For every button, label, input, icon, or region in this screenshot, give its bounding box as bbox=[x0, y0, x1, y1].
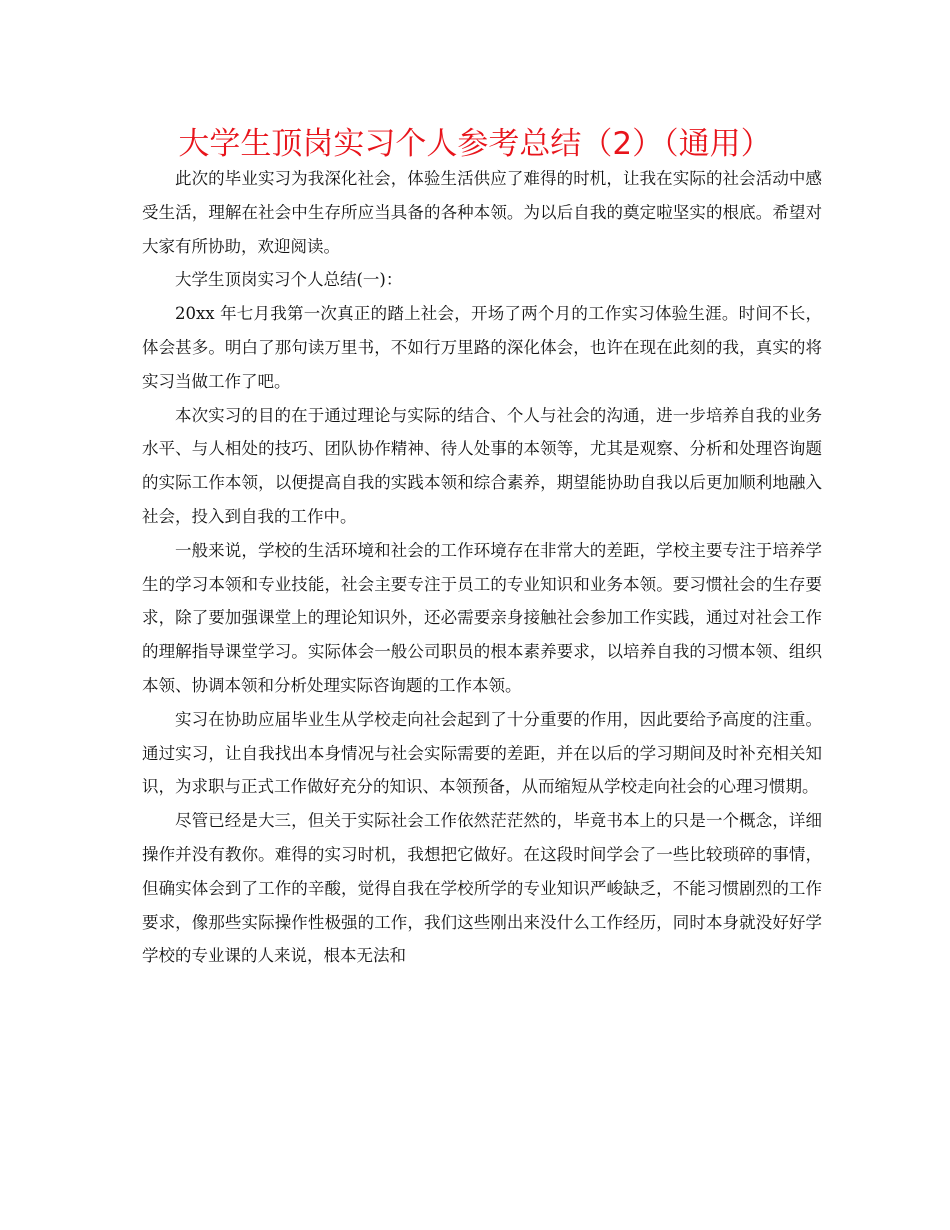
paragraph: 一般来说，学校的生活环境和社会的工作环境存在非常大的差距，学校主要专注于培养学生的学习本领和专业技能，社会主要专注于员工的专业知识和业务本领。要习惯社会的生存要求，除了要加强课堂上的理论知识外，还必需要亲身接触社会参加工作实践，通过对社会工作的理解指导课堂学习。实际体会一般公司职员的根本素养要求，以培养自我的习惯本领、组织本领、协调本领和分析处理实际咨询题的工作本领。 bbox=[142, 540, 822, 695]
paragraph: 尽管已经是大三，但关于实际社会工作依然茫茫然的，毕竟书本上的只是一个概念，详细操作并没有教你。难得的实习时机，我想把它做好。在这段时间学会了一些比较琐碎的事情，但确实体会到了工作的辛酸，觉得自我在学校所学的专业知识严峻缺乏，不能习惯剧烈的工作要求，像那些实际操作性极强的工作，我们这些刚出来没什么工作经历，同时本身就没好好学学校的专业课的人来说，根本无法和 bbox=[142, 811, 822, 966]
document-body bbox=[142, 162, 822, 973]
paragraph: 20xx 年七月我第一次真正的踏上社会，开场了两个月的工作实习体验生涯。时间不长，体会甚多。明白了那句读万里书，不如行万里路的深化体会，也许在现在此刻的我，真实的将实习当做工作了吧。 bbox=[142, 304, 822, 391]
paragraph: 本次实习的目的在于通过理论与实际的结合、个人与社会的沟通，进一步培养自我的业务水平、与人相处的技巧、团队协作精神、待人处事的本领等，尤其是观察、分析和处理咨询题的实际工作本领，以便提高自我的实践本领和综合素养，期望能协助自我以后更加顺利地融入社会，投入到自我的工作中。 bbox=[142, 405, 822, 526]
document-title: 大学生顶岗实习个人参考总结（2）（通用） bbox=[178, 126, 772, 162]
paragraph-intro: 此次的毕业实习为我深化社会，体验生活供应了难得的时机，让我在实际的社会活动中感受生活，理解在社会中生存所应当具备的各种本领。为以后自我的奠定啦坚实的根底。希望对大家有所协助，欢迎阅读。 bbox=[142, 169, 822, 256]
section-heading: 大学生顶岗实习个人总结(一)： bbox=[175, 270, 403, 290]
paragraph: 实习在协助应届毕业生从学校走向社会起到了十分重要的作用，因此要给予高度的注重。通过实习，让自我找出本身情况与社会实际需要的差距，并在以后的学习期间及时补充相关知识，为求职与正式工作做好充分的知识、本领预备，从而缩短从学校走向社会的心理习惯期。 bbox=[142, 709, 822, 797]
